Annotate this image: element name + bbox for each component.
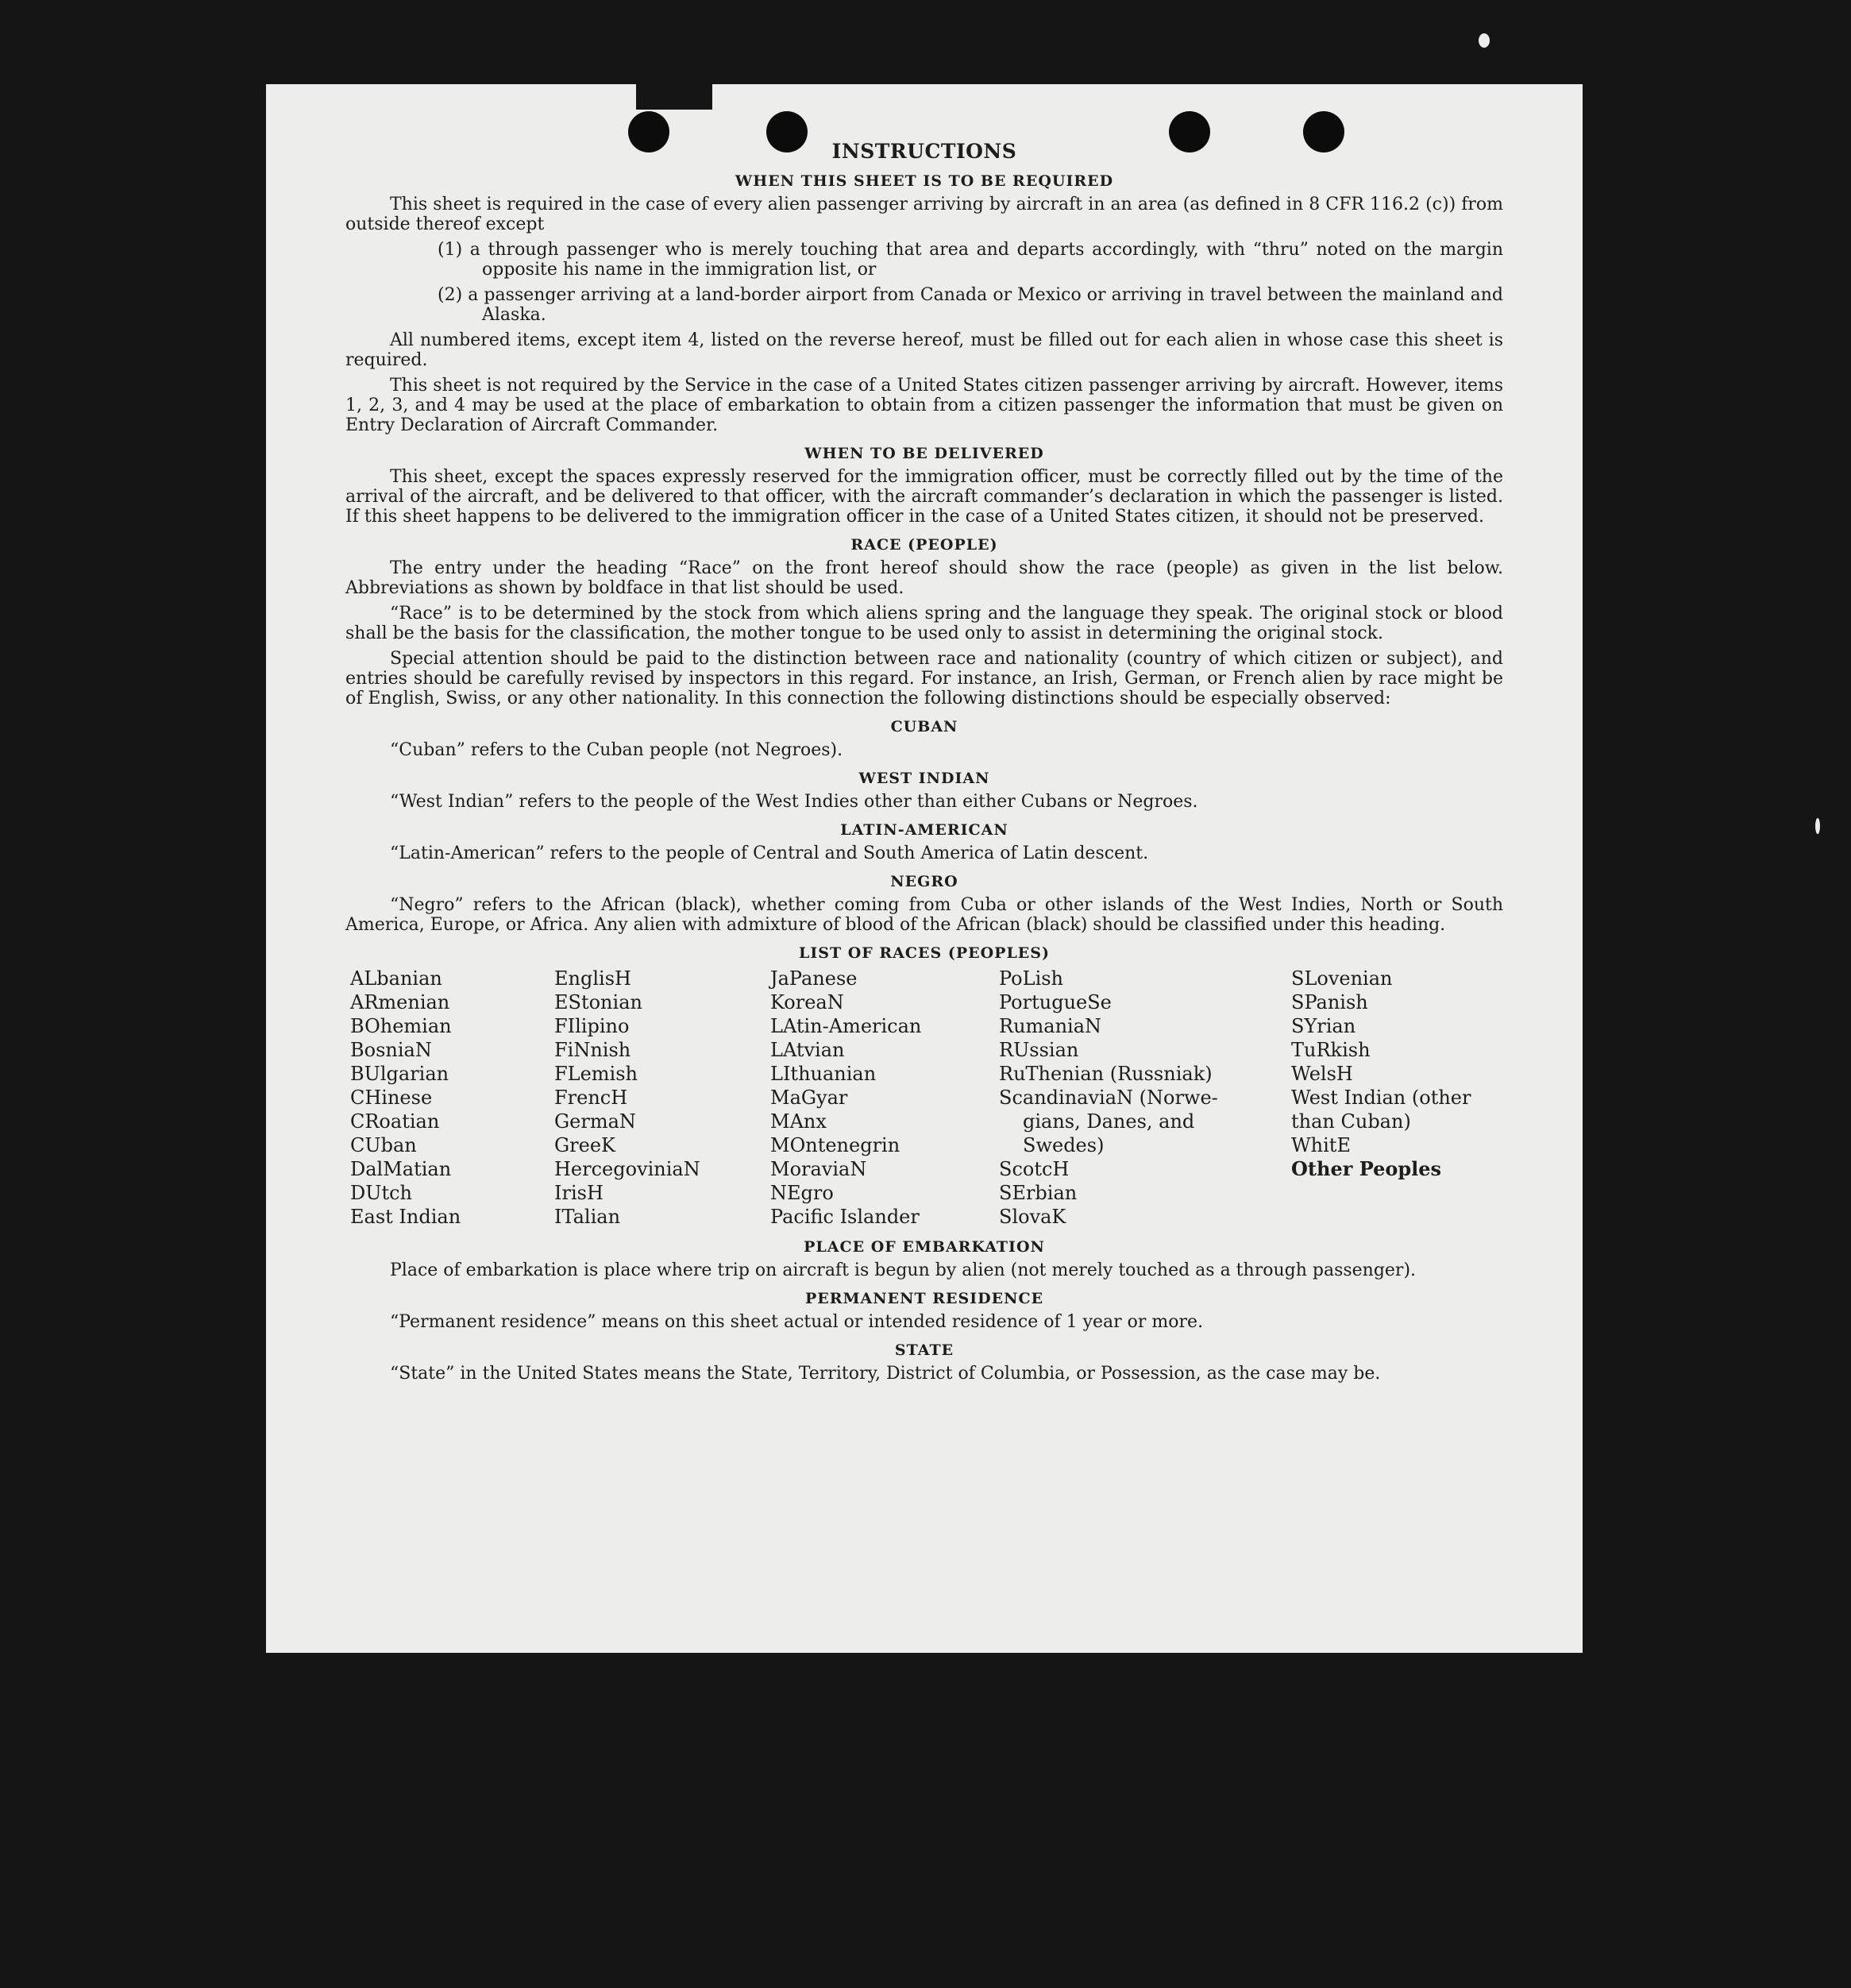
race-entry: CHinese — [350, 1087, 433, 1109]
race-entry: SYrian — [1291, 1015, 1356, 1037]
race-entry: LIthuanian — [770, 1063, 877, 1085]
race-entry: DUtch — [350, 1182, 413, 1204]
document-sheet — [266, 84, 1583, 1653]
races-column-4 — [999, 967, 1291, 1229]
state-text: “State” in the United States means the State, Territory, District of Columbia, or Possession, as the case may be. — [390, 1364, 1381, 1384]
race-entry: BOhemian — [350, 1015, 452, 1037]
race-entry: PoLish — [999, 967, 1064, 990]
heading-required: WHEN THIS SHEET IS TO BE REQUIRED — [735, 172, 1114, 190]
race-entry: ScandinaviaN (Norwe- — [999, 1087, 1218, 1109]
required-numbered: All numbered items, except item 4, listed on the reverse hereof, must be filled out for each alien in whose case this sheet is required. — [345, 330, 1503, 370]
embarkation-text: Place of embarkation is place where trip on aircraft is begun by alien (not merely touched as a through passenger). — [390, 1260, 1417, 1280]
race-entry: HercegoviniaN — [554, 1158, 700, 1180]
heading-embarkation: PLACE OF EMBARKATION — [804, 1238, 1045, 1256]
race-entry: WhitE — [1291, 1134, 1351, 1156]
race-entry: than Cuban) — [1291, 1110, 1411, 1133]
race-entry: ARmenian — [350, 991, 450, 1013]
race-entry: ScotcH — [999, 1158, 1070, 1180]
heading-delivered: WHEN TO BE DELIVERED — [804, 445, 1044, 462]
race-entry: MoraviaN — [770, 1158, 867, 1180]
race-entry: SLovenian — [1291, 967, 1393, 990]
west-indian-text: “West Indian” refers to the people of the West Indies other than either Cubans or Negroes. — [390, 792, 1198, 812]
race-entry: FiNnish — [554, 1039, 631, 1061]
torn-corner — [636, 81, 712, 110]
race-entry: BUlgarian — [350, 1063, 449, 1085]
heading-negro: NEGRO — [890, 873, 958, 890]
required-item-2: (2) a passenger arriving at a land-border airport from Canada or Mexico or arriving in travel between the mainland and Alaska. — [438, 285, 1503, 325]
race-entry: SlovaK — [999, 1206, 1066, 1228]
race-entry: ALbanian — [350, 967, 442, 990]
scan-speck — [1815, 818, 1820, 834]
race-entry: NEgro — [770, 1182, 834, 1204]
race-entry: LAtin-American — [770, 1015, 922, 1037]
race-entry: BosniaN — [350, 1039, 432, 1061]
race-p1: The entry under the heading “Race” on the front hereof should show the race (people) as given in the list below. Abbreviations as shown by boldface in that list should be used. — [345, 558, 1503, 598]
races-list — [350, 967, 1503, 1229]
races-column-5 — [1291, 967, 1521, 1229]
heading-residence: PERMANENT RESIDENCE — [804, 1290, 1044, 1307]
race-entry: FLemish — [554, 1063, 638, 1085]
race-entry: SPanish — [1291, 991, 1368, 1013]
race-entry: Swedes) — [1023, 1134, 1105, 1156]
race-entry: ITalian — [554, 1206, 621, 1228]
race-entry: KoreaN — [770, 991, 844, 1013]
race-entry: PortugueSe — [999, 991, 1112, 1013]
punch-hole-2 — [766, 111, 808, 152]
punch-hole-4 — [1303, 111, 1344, 152]
race-entry: CUban — [350, 1134, 417, 1156]
negro-text: “Negro” refers to the African (black), whether coming from Cuba or other islands of the West Indies, North or South America, Europe, or Africa. Any alien with admixture of blood of the African (black) should be classified under this heading. — [345, 895, 1503, 935]
punch-hole-1 — [628, 111, 669, 152]
race-entry: EnglisH — [554, 967, 631, 990]
race-entry: SErbian — [999, 1182, 1078, 1204]
race-entry: MAnx — [770, 1110, 827, 1133]
residence-text: “Permanent residence” means on this sheet actual or intended residence of 1 year or more. — [390, 1312, 1204, 1332]
race-entry: RumaniaN — [999, 1015, 1102, 1037]
race-entry: LAtvian — [770, 1039, 845, 1061]
race-entry: Other Peoples — [1291, 1157, 1442, 1180]
races-column-3 — [770, 967, 999, 1229]
race-p3: Special attention should be paid to the distinction between race and nationality (country of which citizen or subject), and entries should be carefully revised by inspectors in this regard. For instance, an Irish, German, or French alien by race might be of English, Swiss, or any other nationality. In this connection the following distinctions should be especially observed: — [345, 649, 1503, 708]
race-entry: FrencH — [554, 1087, 628, 1109]
heading-list-of-races: LIST OF RACES (PEOPLES) — [799, 944, 1050, 962]
race-entry: gians, Danes, and — [1023, 1110, 1195, 1133]
delivered-text: This sheet, except the spaces expressly reserved for the immigration officer, must be correctly filled out by the time of the arrival of the aircraft, and be delivered to that officer, with the aircraft commander’s declaration in which the passenger is listed. If this sheet happens to be delivered to the immigration officer in the case of a United States citizen, it should not be preserved. — [345, 467, 1503, 527]
race-entry: GreeK — [554, 1134, 615, 1156]
heading-west-indian: WEST INDIAN — [858, 770, 990, 787]
latin-american-text: “Latin-American” refers to the people of Central and South America of Latin descent. — [390, 843, 1149, 863]
required-citizen: This sheet is not required by the Service in the case of a United States citizen passenger arriving by aircraft. However, items 1, 2, 3, and 4 may be used at the place of embarkation to obtain from a citizen passenger the information that must be given on Entry Declaration of Aircraft Commander. — [345, 376, 1503, 435]
race-entry: East Indian — [350, 1206, 461, 1228]
races-column-2 — [554, 967, 770, 1229]
required-intro: This sheet is required in the case of every alien passenger arriving by aircraft in an area (as defined in 8 CFR 116.2 (c)) from outside thereof except — [345, 195, 1503, 234]
heading-race: RACE (PEOPLE) — [850, 536, 998, 554]
race-entry: GermaN — [554, 1110, 636, 1133]
heading-cuban: CUBAN — [890, 718, 958, 735]
race-entry: JaPanese — [770, 967, 858, 990]
scan-speck — [1479, 33, 1490, 48]
heading-state: STATE — [894, 1341, 954, 1359]
heading-latin-american: LATIN-AMERICAN — [840, 821, 1008, 839]
race-entry: RuThenian (Russniak) — [999, 1063, 1213, 1085]
race-entry: FIlipino — [554, 1015, 630, 1037]
race-entry: IrisH — [554, 1182, 604, 1204]
races-column-1 — [350, 967, 554, 1229]
race-entry: CRoatian — [350, 1110, 440, 1133]
race-entry: West Indian (other — [1291, 1087, 1471, 1109]
race-entry: WelsH — [1291, 1063, 1353, 1085]
race-p2: “Race” is to be determined by the stock from which aliens spring and the language they speak. The original stock or blood shall be the basis for the classification, the mother tongue to be used only to assist in determining the original stock. — [345, 604, 1503, 643]
race-entry: DalMatian — [350, 1158, 452, 1180]
race-entry: RUssian — [999, 1039, 1079, 1061]
race-entry: EStonian — [554, 991, 642, 1013]
race-entry: Pacific Islander — [770, 1206, 920, 1228]
document-title: INSTRUCTIONS — [831, 140, 1017, 163]
race-entry: MOntenegrin — [770, 1134, 900, 1156]
cuban-text: “Cuban” refers to the Cuban people (not Negroes). — [390, 740, 843, 760]
required-item-1: (1) a through passenger who is merely touching that area and departs accordingly, with “thru” noted on the margin opposite his name in the immigration list, or — [438, 240, 1503, 280]
race-entry: MaGyar — [770, 1087, 848, 1109]
race-entry: TuRkish — [1291, 1039, 1371, 1061]
punch-hole-3 — [1169, 111, 1210, 152]
